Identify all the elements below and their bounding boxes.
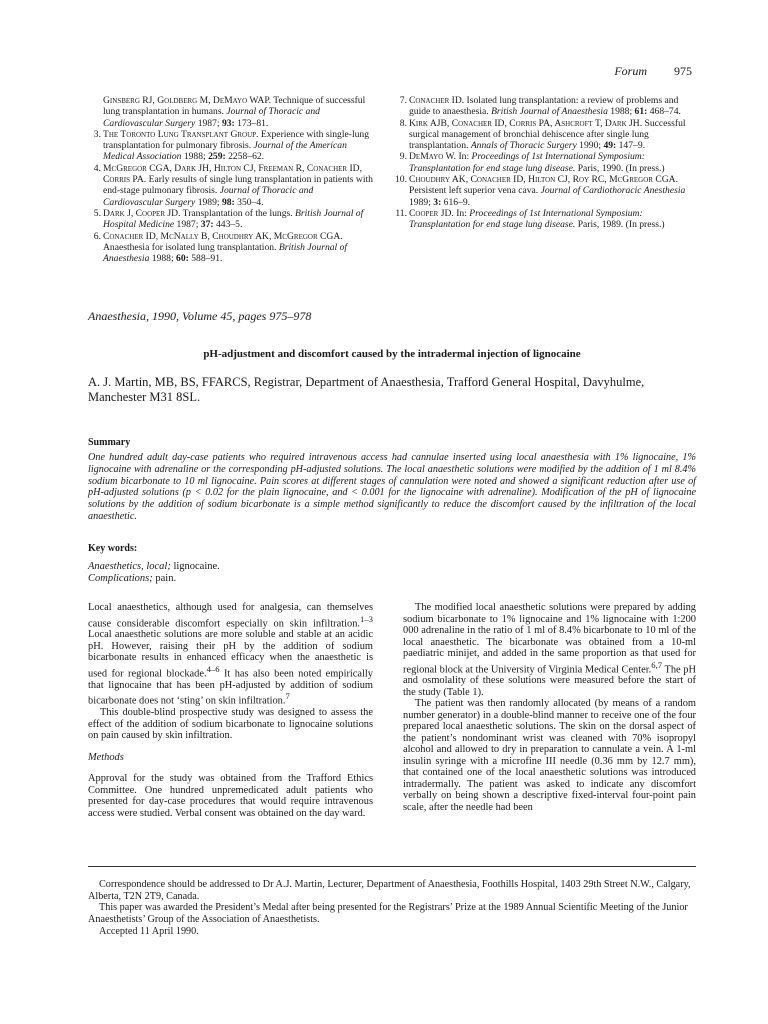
reference-item: [88, 208, 374, 231]
reference-item: [88, 231, 374, 265]
reference-details: Paris, 1990. (In press.): [575, 162, 665, 174]
reference-item: [394, 95, 696, 118]
body-paragraph: Approval for the study was obtained from the Trafford Ethics Committee. One hundred unpremedicated adult patients who presented for day-case procedures that would require intravenous access were studied. Verbal consent was obtained on the day ward.: [88, 773, 373, 819]
reference-title: Early results of single lung transplantation in patients with end-stage pulmonary fibrosis.: [103, 174, 373, 197]
reference-journal: Journal of the American Medical Association: [103, 140, 347, 163]
keyword-term: Complications;: [88, 573, 153, 584]
footnotes: [88, 879, 696, 938]
reference-journal: Journal of Thoracic and Cardiovascular Surgery: [103, 185, 314, 208]
paragraph-text: Local anaesthetic solutions are more soluble and stable at an acidic pH. However, raising their pH by the addition of sodium bicarbonate results in enhanced efficacy when the anaesthetic is used for regional blockade.: [88, 629, 373, 680]
reference-volume: 37:: [200, 219, 214, 231]
reference-details: 1988;: [607, 106, 635, 118]
citation-superscript: 4–6: [206, 663, 220, 674]
reference-authors: Cooper JD.: [409, 207, 454, 219]
reference-details: 1989;: [409, 196, 434, 208]
reference-title: Isolated lung transplantation: a review of problems and guide to anaesthesia.: [409, 95, 679, 118]
reference-volume: 60:: [176, 253, 189, 265]
reference-details: Paris, 1989. (In press.): [575, 219, 665, 231]
paragraph-text: The modified local anaesthetic solutions were prepared by adding sodium bicarbonate to 1% lignocaine and 1% lignocaine with 1:200 000 adrenaline in the ratio of 1 ml of 8.4% bicarbonate to 10 ml of the local anaesthetic. The bicarbonate was obtained from a 10-ml paediatric minijet, and added in the same proportion as that used for regional block at the University of Virginia Medical Center.: [403, 602, 696, 675]
reference-pages: 588–91.: [188, 253, 223, 265]
reference-journal: Proceedings of 1st International Symposium: Transplantation for end stage lung disease.: [409, 151, 645, 174]
reference-authors: Kirk AJB, Conacher ID, Corris PA, Ashcroft T, Dark JH.: [409, 117, 643, 129]
reference-title: Technique of successful lung transplantation in humans.: [103, 95, 366, 118]
reference-item: [88, 163, 374, 208]
reference-title: Successful surgical management of bronchial dehiscence after single lung transplantation.: [409, 117, 686, 152]
reference-number: 9.: [399, 151, 407, 163]
reference-list-left: [88, 95, 374, 264]
article-title: pH-adjustment and discomfort caused by the intradermal injection of lignocaine: [203, 348, 581, 360]
body-column-right: [403, 602, 696, 813]
reference-title: Persistent left superior vena cava.: [409, 185, 541, 197]
article-citation: Anaesthesia, 1990, Volume 45, pages 975–978: [88, 309, 312, 323]
reference-pages: 173–81.: [234, 117, 269, 129]
reference-details: 1989;: [195, 196, 222, 208]
reference-journal: British Journal of Hospital Medicine: [103, 207, 364, 231]
reference-item: [394, 118, 696, 152]
reference-number: 3.: [93, 128, 101, 140]
reference-authors: DeMayo W.: [409, 151, 457, 163]
keyword-term: Anaesthetics, local;: [88, 561, 171, 572]
reference-title: Transplantation of the lungs.: [180, 207, 296, 219]
reference-title: Experience with single-lung transplantation for pulmonary fibrosis.: [103, 128, 370, 152]
reference-journal: Journal of Cardiothoracic Anesthesia: [540, 185, 686, 197]
reference-title: In:: [456, 151, 472, 163]
reference-journal: British Journal of Anaesthesia: [103, 241, 348, 265]
reference-number: 4.: [93, 162, 101, 174]
reference-volume: 93:: [221, 117, 235, 129]
reference-authors: Choudhry AK, Conacher ID, Hilton CJ, Roy RC, McGregor CGA.: [409, 174, 678, 186]
reference-journal: Annals of Thoracic Surgery: [470, 140, 577, 152]
reference-journal: Proceedings of 1st International Symposium: Transplantation for end stage lung disease.: [409, 207, 643, 231]
reference-details: 1987;: [174, 219, 201, 231]
citation-superscript: 6,7: [651, 659, 663, 670]
reference-authors: Conacher ID.: [409, 95, 465, 106]
keywords-heading: Key words:: [88, 543, 138, 554]
footnote-divider: [88, 866, 696, 867]
reference-number: 8.: [399, 117, 407, 129]
reference-number: 10.: [395, 174, 407, 186]
running-header: [614, 64, 692, 79]
body-paragraph: [403, 602, 696, 698]
reference-title: In:: [453, 207, 470, 219]
reference-number: 5.: [93, 207, 101, 219]
reference-pages: 468–74.: [647, 106, 681, 118]
keyword-qualifier: pain.: [152, 573, 177, 584]
keyword-qualifier: lignocaine.: [170, 561, 220, 572]
reference-title: Anaesthesia for isolated lung transplantation.: [103, 241, 279, 253]
keyword-line: [88, 573, 220, 585]
body-paragraph: The patient was then randomly allocated (by means of a random number generator) in a double-blind manner to receive one of the four prepared local anaesthetic solutions. The skin on the dorsal aspect of the patient’s nondominant wrist was cleaned with 70% isopropyl alcohol and allowed to dry in preparation to cannulate a vein. A 1-ml insulin syringe with a microfine III needle (0.36 mm by 12.7 mm), that contained one of the local anaesthetic solutions was introduced intradermally. The patient was asked to indicate any discomfort verbally on being shown a descriptive fixed-interval four-point pain scale, after the needle had been: [403, 698, 696, 813]
reference-authors: Dark J, Cooper JD.: [103, 207, 181, 219]
page-number: 975: [674, 64, 692, 78]
reference-authors: Ginsberg RJ, Goldberg M, DeMayo WAP.: [103, 95, 271, 106]
reference-volume: 259:: [208, 151, 226, 163]
reference-item: [88, 129, 374, 163]
citation-superscript: 7: [285, 691, 290, 702]
reference-item: [394, 174, 696, 208]
footnote-accepted: Accepted 11 April 1990.: [99, 925, 199, 937]
body-paragraph: This double-blind prospective study was designed to assess the effect of the addition of sodium bicarbonate to lignocaine solutions on pain caused by skin infiltration.: [88, 707, 373, 742]
reference-details: 1987;: [195, 117, 222, 129]
reference-pages: 2258–62.: [225, 151, 265, 163]
reference-number: 6.: [93, 230, 101, 242]
body-column-left: [88, 602, 373, 819]
footnote-correspondence: Correspondence should be addressed to Dr A.J. Martin, Lecturer, Department of Anaesthesia, Foothills Hospital, 1403 29th Street N.W., Calgary, Alberta, T2N 2T9, Canada.: [88, 879, 691, 902]
reference-number: 11.: [395, 207, 407, 219]
paragraph-text: It has also been noted empirically that lignocaine that has been pH-adjusted by addition of sodium bicarbonate does not ‘sting’ on skin infiltration.: [88, 668, 373, 707]
keywords-list: [88, 561, 220, 585]
reference-details: 1990;: [576, 140, 604, 152]
reference-volume: 61:: [634, 106, 648, 118]
keyword-line: [88, 561, 220, 573]
reference-journal: British Journal of Anaesthesia: [491, 106, 608, 118]
reference-pages: 147–9.: [616, 140, 646, 152]
summary-heading: Summary: [88, 437, 131, 448]
paragraph-text: The pH and osmolality of these solutions were measured before the start of the study (Table 1).: [403, 663, 696, 698]
body-paragraph: [88, 602, 373, 707]
reference-item: [394, 208, 696, 231]
journal-section: Forum: [614, 64, 647, 78]
reference-authors: McGregor CGA, Dark JH, Hilton CJ, Freeman R, Conacher ID, Corris PA.: [103, 162, 362, 186]
reference-details: 1988;: [181, 151, 209, 163]
reference-item: [394, 151, 696, 174]
reference-volume: 3:: [433, 196, 442, 208]
reference-item: [88, 95, 374, 129]
reference-volume: 98:: [221, 196, 235, 208]
reference-authors: Conacher ID, McNally B, Choudhry AK, McGregor CGA.: [103, 230, 343, 242]
methods-heading: Methods: [88, 751, 124, 763]
reference-pages: 616–9.: [441, 196, 471, 208]
summary-text: One hundred adult day-case patients who required intravenous access had cannulae inserted using local anaesthesia with 1% lignocaine, 1% lignocaine with adrenaline or the corresponding pH-adjusted solutions. The local anaesthetic solutions were modified by the addition of 1 ml 8.4% sodium bicarbonate to 10 ml lignocaine. Pain scores at different stages of cannulation were noted and showed a significant reduction after use of pH-adjusted solutions (p < 0.02 for the plain lignocaine, and < 0.001 for the lignocaine with adrenaline). Modification of the pH of lignocaine solutions by the addition of sodium bicarbonate is a simple method significantly to reduce the discomfort caused by the infiltration of the local anaesthetic.: [88, 452, 696, 522]
reference-number: 7.: [399, 95, 407, 106]
reference-volume: 49:: [603, 140, 617, 152]
paragraph-text: Local anaesthetics, although used for analgesia, can themselves cause considerable discomfort especially on skin infiltration.: [88, 602, 373, 629]
footnote-award: This paper was awarded the President’s Medal after being presented for the Registrars’ Prize at the 1989 Annual Scientific Meeting of the Junior Anaesthetists’ Group of the Association of Anaesthetists.: [88, 902, 688, 926]
reference-details: 1988;: [149, 253, 177, 265]
reference-pages: 443–5.: [213, 219, 243, 231]
reference-pages: 350–4.: [234, 196, 264, 208]
reference-list-right: [394, 95, 696, 231]
author-affiliation: A. J. Martin, MB, BS, FFARCS, Registrar, Department of Anaesthesia, Trafford General Hospital, Davyhulme, Manchester M31 8SL.: [88, 375, 645, 404]
reference-journal: Journal of Thoracic and Cardiovascular Surgery: [103, 106, 320, 129]
citation-superscript: 1–3: [360, 613, 373, 624]
reference-authors: The Toronto Lung Transplant Group.: [103, 128, 259, 140]
